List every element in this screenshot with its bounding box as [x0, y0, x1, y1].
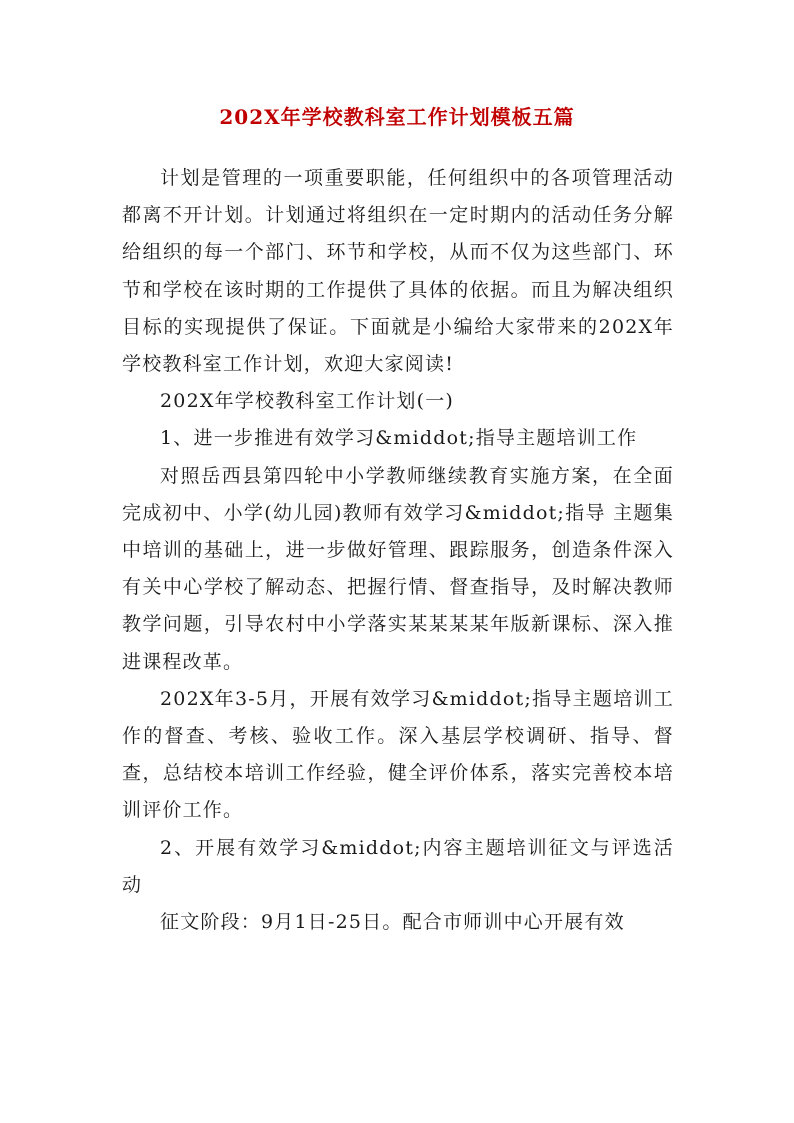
- paragraph-section-1-heading: 1、进一步推进有效学习&middot;指导主题培训工作: [160, 427, 638, 450]
- paragraph-plan-heading: 202X年学校教科室工作计划(一): [160, 390, 455, 413]
- document-body: [122, 160, 674, 941]
- paragraph-section-1-schedule: 202X年3-5月，开展有效学习&middot;指导主题培训工作的督查、考核、验收工作。深入基层学校调研、指导、督查，总结校本培训工作经验，健全评价体系，落实完善校本培训评价工作。: [122, 687, 674, 822]
- paragraph-section-2-heading: 2、开展有效学习&middot;内容主题培训征文与评选活动: [122, 836, 674, 896]
- paragraph-essay-stage: 征文阶段：9月1日-25日。配合市师训中心开展有效: [160, 911, 625, 934]
- paragraph-section-1-body: 对照岳西县第四轮中小学教师继续教育实施方案，在全面完成初中、小学(幼儿园)教师有效学习&middot;指导 主题集中培训的基础上，进一步做好管理、跟踪服务，创造条件深入有关中心学校了解动态、把握行情、督查指导，及时解决教师教学问题，引导农村中小学落实某某某某年版新课标、深入推进课程改革。: [122, 464, 674, 673]
- paragraph-intro: 计划是管理的一项重要职能，任何组织中的各项管理活动都离不开计划。计划通过将组织在一定时期内的活动任务分解给组织的每一个部门、环节和学校，从而不仅为这些部门、环节和学校在该时期的工作提供了具体的依据。而且为解决组织目标的实现提供了保证。下面就是小编给大家带来的202X年学校教科室工作计划，欢迎大家阅读!: [122, 167, 674, 376]
- document-title: 202X年学校教科室工作计划模板五篇: [219, 105, 575, 129]
